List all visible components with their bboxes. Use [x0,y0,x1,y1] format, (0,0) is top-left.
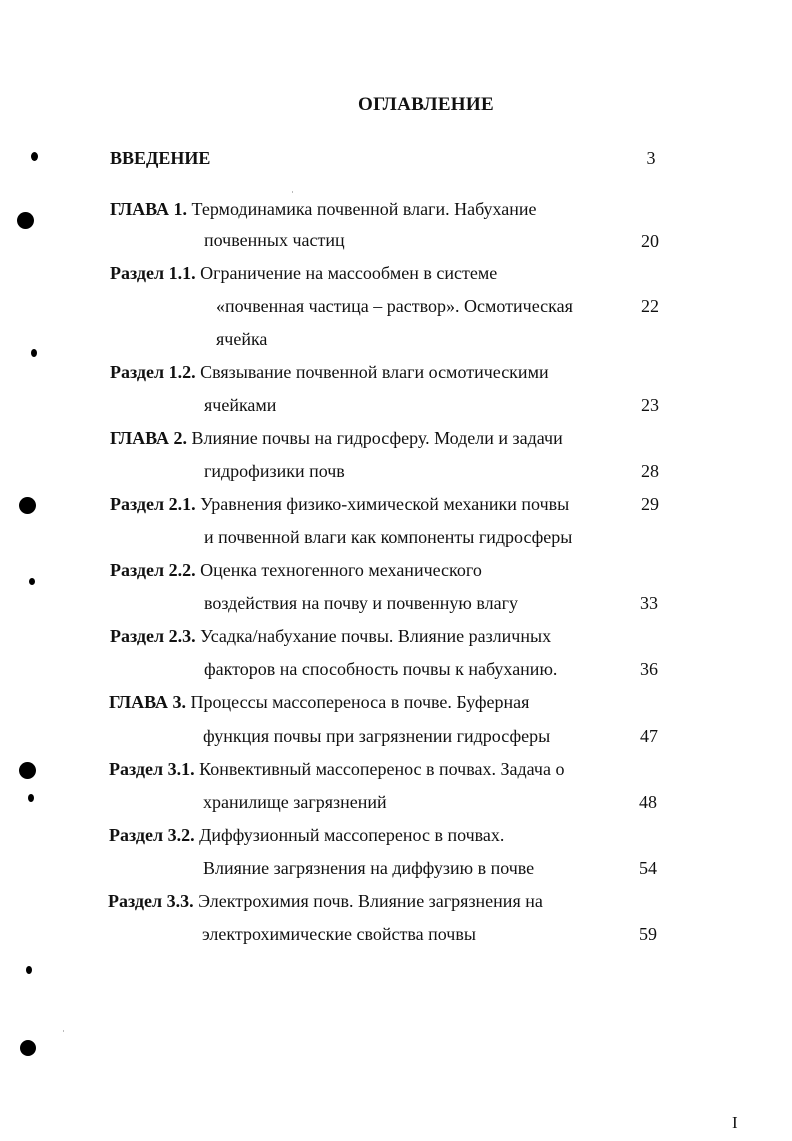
toc-s21-line1 [110,493,569,515]
toc-s21-text: Уравнения физико-химической механики почвы [200,494,570,514]
toc-s12-line2: ячейками [204,395,277,415]
binder-hole [19,762,36,779]
toc-ch1-text: Термодинамика почвенной влаги. Набухание [191,199,537,219]
toc-ch1-page: 20 [641,231,659,251]
toc-s32-page: 54 [639,858,657,878]
toc-s11-line2: «почвенная частица – раствор». Осмотическая [216,296,573,316]
toc-ch3-line2: функция почвы при загрязнении гидросферы [203,726,551,746]
toc-s12-line1 [110,361,549,383]
toc-s23-line2: факторов на способность почвы к набуханию. [204,659,558,679]
punch-mark [29,578,35,585]
toc-intro-label: ВВЕДЕНИЕ [110,148,211,168]
toc-s11-label: Раздел 1.1. [110,263,196,283]
toc-s33-label: Раздел 3.3. [108,891,194,911]
toc-s32-line1 [109,824,504,846]
toc-s22-page: 33 [640,593,658,613]
toc-ch1-line1 [110,198,537,220]
toc-s31-page: 48 [639,792,657,812]
toc-s33-text: Электрохимия почв. Влияние загрязнения на [198,891,543,911]
toc-s31-label: Раздел 3.1. [109,759,195,779]
toc-s22-text: Оценка техногенного механического [200,560,482,580]
toc-ch2-text: Влияние почвы на гидросферу. Модели и задачи [191,428,563,448]
toc-s23-line1 [110,625,551,647]
toc-ch3-label: ГЛАВА 3. [109,692,187,712]
toc-ch1-label: ГЛАВА 1. [110,199,188,219]
toc-s23-label: Раздел 2.3. [110,626,196,646]
toc-s12-text: Связывание почвенной влаги осмотическими [200,362,549,382]
punch-mark [28,794,34,802]
toc-s31-text: Конвективный массоперенос в почвах. Задача о [199,759,565,779]
toc-ch3-page: 47 [640,726,658,746]
toc-s11-line3: ячейка [216,329,268,349]
toc-intro-page: 3 [646,148,656,168]
toc-s31-line2: хранилище загрязнений [203,792,387,812]
scan-speck [292,191,293,193]
toc-ch3-text: Процессы массопереноса в почве. Буферная [190,692,530,712]
page-title: ОГЛАВЛЕНИЕ [358,94,494,115]
page-number: I [732,1113,738,1132]
toc-s21-line2: и почвенной влаги как компоненты гидросферы [204,527,573,547]
toc-s32-line2: Влияние загрязнения на диффузию в почве [203,858,535,878]
toc-s22-line2: воздействия на почву и почвенную влагу [204,593,518,613]
toc-s21-label: Раздел 2.1. [110,494,196,514]
toc-s33-line2: электрохимические свойства почвы [202,924,476,944]
toc-s11-text: Ограничение на массообмен в системе [200,263,498,283]
toc-ch1-line2: почвенных частиц [204,230,345,250]
scan-speck [63,1030,64,1032]
toc-s11-line1 [110,262,497,284]
toc-s21-page: 29 [641,494,659,514]
toc-s23-text: Усадка/набухание почвы. Влияние различных [200,626,552,646]
binder-hole [19,497,36,514]
toc-ch3-line1 [109,691,529,713]
toc-s11-page: 22 [641,296,659,316]
toc-s12-label: Раздел 1.2. [110,362,196,382]
punch-mark [31,349,37,357]
toc-s31-line1 [109,758,564,780]
toc-s22-label: Раздел 2.2. [110,560,196,580]
toc-ch2-line1 [110,427,563,449]
toc-s12-page: 23 [641,395,659,415]
punch-mark [31,152,38,161]
toc-ch2-label: ГЛАВА 2. [110,428,188,448]
toc-ch2-page: 28 [641,461,659,481]
binder-hole [17,212,34,229]
toc-s32-text: Диффузионный массоперенос в почвах. [199,825,505,845]
toc-s33-page: 59 [639,924,657,944]
binder-hole [20,1040,36,1056]
toc-s33-line1 [108,890,543,912]
toc-s23-page: 36 [640,659,658,679]
punch-mark [26,966,32,974]
toc-s32-label: Раздел 3.2. [109,825,195,845]
toc-ch2-line2: гидрофизики почв [204,461,345,481]
toc-s22-line1 [110,559,482,581]
